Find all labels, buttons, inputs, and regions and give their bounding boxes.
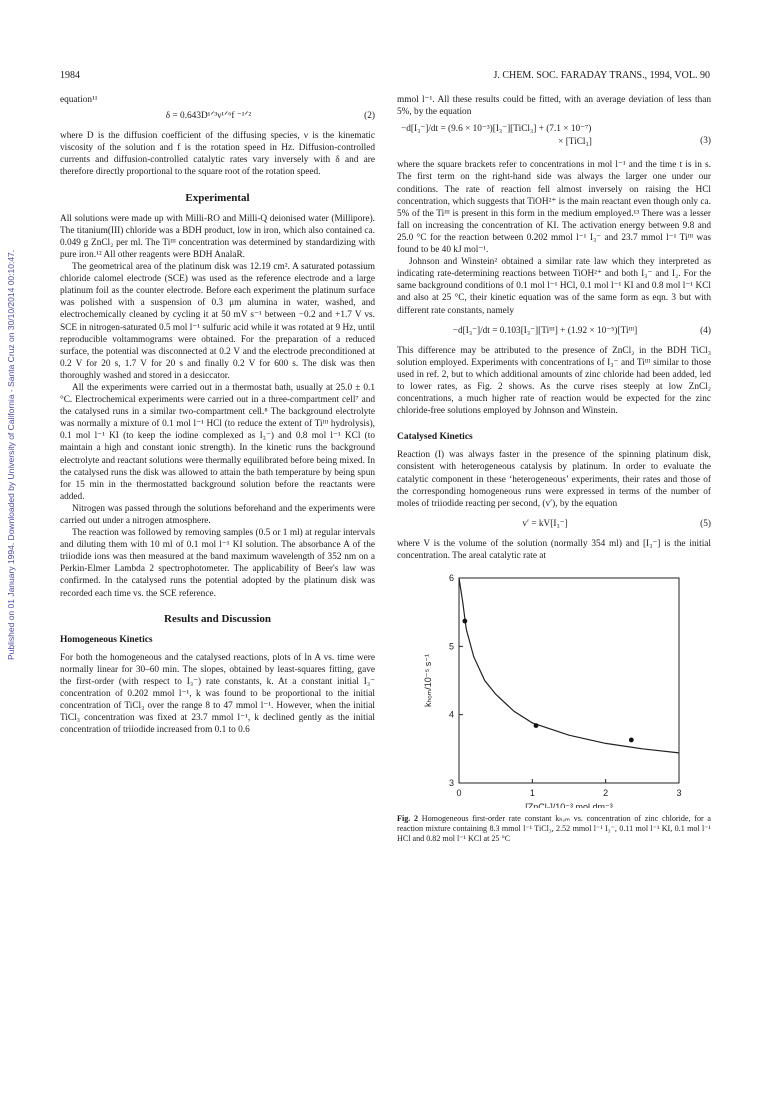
x-tick-label: 2 (603, 788, 609, 799)
x-tick-label: 3 (676, 788, 682, 799)
x-tick-label: 0 (456, 788, 462, 799)
paragraph: The reaction was followed by removing samples (0.5 or 1 ml) at regular intervals and diluting them with 10 ml of 0.1 mol l⁻¹ KI solution. The absorbance A of the triiodide ions was then measured at the band maximum wavelength of 352 nm on a Perkin-Elmer Lambda 2 spectrophotometer. The applicability of Beer's law was confirmed. In the catalysed runs the potential adopted by the platinum disk was recorded each time vs. the SCE reference. (60, 528, 375, 599)
paragraph: All solutions were made up with Milli-RO and Milli-Q deionised water (Millipore). The titanium(III) chloride was a BDH product, low in iron, which also contained ca. 0.049 g ZnCl₂ per ml. The Tiᴵᴵᴵ concentration was determined by standardizing with pure iron.¹² All other reagents were BDH AnalaR. (60, 213, 375, 260)
paragraph: where V is the volume of the solution (normally 354 ml) and [I₃⁻] is the initial concentration. The areal catalytic rate at (397, 538, 711, 561)
left-column (60, 94, 375, 737)
equation-body: δ = 0.643D¹ᐟ³ν¹ᐟ⁶f ⁻¹ᐟ² (165, 111, 252, 122)
paragraph: This difference may be attributed to the presence of ZnCl₂ in the BDH TiCl₃ solution employed. Experiments with concentrations of I₃⁻ and Tiᴵᴵᴵ similar to those used in ref. 2, but to which additional amounts of zinc chloride had been added, led to lower rates, as Fig. 2 shows. As the curve rises steeply at low ZnCl₂ concentrations, a much higher rate of reaction would be expected for the zinc chloride-free solutions employed by Johnson and Winstein. (397, 345, 711, 417)
data-point (534, 723, 539, 728)
equation-number: (3) (700, 136, 711, 147)
download-notice: Published on 01 January 1994. Downloaded by University of California - Santa Cruz on 30/10/2014 00:10:47. (6, 249, 16, 660)
equation-4 (397, 325, 711, 337)
journal-running-head: J. CHEM. SOC. FARADAY TRANS., 1994, VOL. 90 (493, 70, 710, 81)
y-tick-label: 3 (448, 778, 454, 789)
equation-line: −d[I₃⁻]/dt = (9.6 × 10⁻³)[I₃⁻][TiCl₃] + (7.1 × 10⁻⁷) (401, 124, 592, 135)
figure-caption-text: Homogeneous first-order rate constant kₕₒₘ vs. concentration of zinc chloride, for a reaction mixture containing 8.3 mmol l⁻¹ TiCl₃, 2.52 mmol l⁻¹ I₃⁻, 0.11 mol l⁻¹ KI, 0.1 mol l⁻¹ HCl and 0.82 mol l⁻¹ KCl at 25 °C (397, 814, 711, 844)
section-heading-results: Results and Discussion (164, 612, 271, 625)
y-tick-label: 4 (448, 709, 454, 720)
paragraph: mmol l⁻¹. All these results could be fitted, with an average deviation of less than 5%, by the equation (397, 95, 711, 118)
paragraph: The geometrical area of the platinum disk was 12.19 cm². A saturated potassium chloride calomel electrode (SCE) was used as the reference electrode and a large platinum foil as the counter electrode. Before each experiment the platinum surface was polished with a suspension of 0.3 μm alumina in water, washed, and electrochemically cleaned by cycling it at 50 mV s⁻¹ between −0.2 and +1.7 V vs. SCE in nitrogen-saturated 0.5 mol l⁻¹ sulfuric acid while it was rotated at 9 Hz, until reproducible voltammograms were obtained. For the preparation of a reduced surface, the potential was disconnected at 0.2 V and the electrode preconditioned at 0.2 V for 20 s, 1.7 V for 20 s and finally 0.2 V for 600 s. The disk was then thoroughly washed and stored in a desiccator. (60, 262, 375, 381)
equation-line-wrap (397, 135, 711, 153)
rate-vs-zncl2-chart (397, 568, 711, 808)
equation-3 (397, 123, 711, 153)
paragraph: equation¹¹ (60, 95, 98, 105)
x-axis-label: [ZnCl₂]/10⁻³ mol dm⁻³ (525, 802, 613, 809)
plot-frame (459, 578, 679, 783)
section-heading-experimental: Experimental (185, 191, 250, 204)
equation-body: −d[I₃⁻]/dt = 0.103[I₃⁻][Tiᴵᴵᴵ] + (1.92 × 10⁻⁵)[Tiᴵᴵᴵ] (452, 325, 638, 336)
paragraph: Johnson and Winstein² obtained a similar rate law which they interpreted as indicating rate-determining reactions between TiOH²⁺ and both I₃⁻ and I₂. For the same background conditions of 0.1 mol l⁻¹ HCl, 0.1 mol l⁻¹ KI and 0.8 mol l⁻¹ KCl and also at 25 °C, their kinetic equation was of the same form as eqn. 3 but with different rate constants, namely (397, 257, 711, 316)
subsection-heading-catalysed: Catalysed Kinetics (397, 432, 473, 443)
right-column (397, 94, 711, 856)
equation-2 (60, 110, 375, 122)
equation-line: × [TiCl₃] (558, 137, 592, 148)
y-tick-label: 5 (448, 641, 454, 652)
y-axis-label: kₕₒₘ/10⁻⁵ s⁻¹ (423, 654, 433, 708)
y-tick-label: 6 (448, 573, 454, 584)
equation-body: v′ = kV[I₃⁻] (522, 518, 568, 529)
figure-caption-label: Fig. 2 (397, 814, 419, 824)
x-tick-label: 1 (529, 788, 535, 799)
paragraph: For both the homogeneous and the catalysed reactions, plots of ln A vs. time were normally linear for 30–60 min. The slopes, obtained by least-squares fitting, gave the first-order (with respect to I₃⁻) rate constants, k. At a constant initial I₃⁻ concentration of 0.202 mmol l⁻¹, k was found to be proportional to the initial concentration of TiCl₃ over the range 8 to 47 mmol l⁻¹. However, when the initial TiCl₃ concentration was fixed at 23.7 mmol l⁻¹, k declined gently as the initial concentration of triiodide increased from 0.1 to 0.6 (60, 652, 375, 736)
fitted-curve (459, 578, 679, 753)
paragraph: Nitrogen was passed through the solutions beforehand and the experiments were carried out under a nitrogen atmosphere. (60, 503, 375, 526)
equation-number: (5) (700, 518, 711, 529)
data-point (629, 738, 634, 743)
data-point (462, 619, 467, 624)
paragraph: All the experiments were carried out in a thermostat bath, usually at 25.0 ± 0.1 °C. Electrochemical experiments were carried out in a three-compartment cell⁷ and the catalysed runs in a similar two-compartment cell.⁸ The background electrolyte was normally a mixture of 0.1 mol l⁻¹ HCl (to reduce the extent of Tiᴵᴵᴵ hydrolysis), 0.1 mol l⁻¹ KI (to keep the iodine complexed as I₃⁻) and 0.8 mol l⁻¹ KCl (to maintain a high and constant ionic strength). In the kinetic runs the background electrolyte and reactant solutions were thermally equilibrated before being mixed. In the catalysed runs the disk was allowed to attain the bath temperature by being spun for 15 min in the thermostatted background solution before the reactants were added. (60, 382, 375, 502)
equation-5 (397, 518, 711, 530)
equation-number: (4) (700, 325, 711, 336)
page-number: 1984 (60, 70, 80, 81)
paragraph: where the square brackets refer to concentrations in mol l⁻¹ and the time t is in s. The first term on the right-hand side was always the larger one under our conditions. The rate of reaction fell almost inversely on raising the HCl concentration, which suggests that TiOH²⁺ is the main reactant even though only ca. 5% of the Tiᴵᴵᴵ is present in this form in the medium employed.¹³ There was a lesser fall on increasing the concentration of KI. The activation energy between 9.8 and 25.0 °C for the reaction between 0.202 mmol l⁻¹ I₃⁻ and 23.7 mmol l⁻¹ Tiᴵᴵᴵ was found to be 40 kJ mol⁻¹. (397, 160, 711, 256)
paragraph: Reaction (I) was always faster in the presence of the spinning platinum disk, consistent with heterogeneous catalysis by platinum. In order to evaluate the catalytic component in these ‘heterogeneous’ experiments, their rates and those of the corresponding homogeneous runs were expressed in terms of the number of moles of triiodide reacting per second, (v′), by the equation (397, 450, 711, 509)
figure-2 (397, 568, 711, 856)
equation-number: (2) (364, 111, 375, 122)
paragraph: where D is the diffusion coefficient of the diffusing species, ν is the kinematic viscosity of the solution and f is the rotation speed in Hz. Diffusion-controlled currents and diffusion-controlled catalytic rates vary inversely with δ and are therefore directly proportional to the square root of the rotation speed. (60, 131, 375, 178)
figure-caption (397, 814, 711, 844)
subsection-heading-homogeneous: Homogeneous Kinetics (60, 634, 153, 645)
